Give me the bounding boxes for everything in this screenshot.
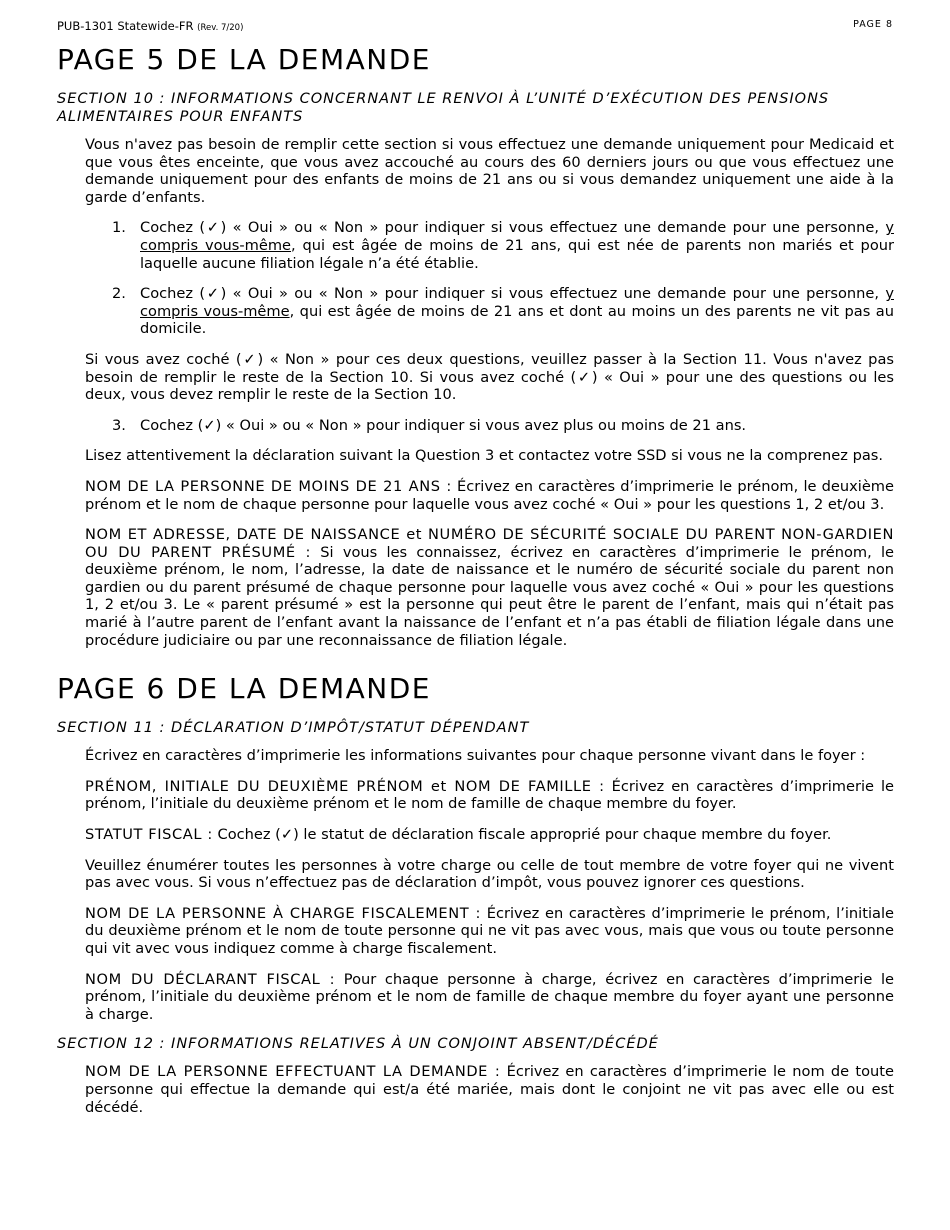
section10-title: SECTION 10 : INFORMATIONS CONCERNANT LE RENVOI À L’UNITÉ D’EXÉCUTION DES PENSIONS ALIMENTAIRES POUR ENFANTS xyxy=(57,91,830,125)
page-header xyxy=(57,19,893,35)
section11-title: SECTION 11 : DÉCLARATION D’IMPÔT/STATUT DÉPENDANT xyxy=(57,720,530,737)
dependent-text: Écrivez en caractères d’imprimerie le prénom, l’initiale du deuxième prénom et le nom de toute personne qui ne vit pas avec vous, mais que vous ou toute personne qui vit avec vous indiquez comme à charge fiscalement. xyxy=(85,904,894,957)
item3-text: Cochez (✓) « Oui » ou « Non » pour indiquer si vous avez plus ou moins de 21 ans. xyxy=(140,416,747,434)
page5-title: PAGE 5 DE LA DEMANDE xyxy=(57,43,431,76)
parent-paragraph xyxy=(85,526,894,649)
item2-underlined: y compris vous-même xyxy=(140,285,894,320)
name-paragraph xyxy=(85,778,894,813)
list-number: 2. xyxy=(112,285,126,303)
under21-text: Écrivez en caractères d’imprimerie le prénom, le deuxième prénom et le nom de chaque personne pour laquelle vous avez coché « Oui » pour les questions 1, 2 et/ou 3. xyxy=(85,477,895,513)
name-label: PRÉNOM, INITIALE DU DEUXIÈME PRÉNOM et NOM DE FAMILLE : xyxy=(85,777,605,795)
tax-filer-text: Pour chaque personne à charge, écrivez en caractères d’imprimerie le prénom, l’initiale du deuxième prénom et le nom de famille de chaque membre du foyer ayant une personne à charge. xyxy=(85,970,894,1023)
item1-text-b: , qui est âgée de moins de 21 ans, qui est née de parents non mariés et pour laquelle aucune filiation légale n’a été établie. xyxy=(140,236,894,272)
page6-title: PAGE 6 DE LA DEMANDE xyxy=(57,672,431,706)
item1-text-a: Cochez (✓) « Oui » ou « Non » pour indiquer si vous effectuez une demande pour une personne, xyxy=(140,219,886,237)
under21-label: NOM DE LA PERSONNE DE MOINS DE 21 ANS : xyxy=(85,477,452,495)
name-text: Écrivez en caractères d’imprimerie le prénom, l’initiale du deuxième prénom et le nom de famille de chaque membre du foyer. xyxy=(85,777,894,813)
parent-label: NOM ET ADRESSE, DATE DE NAISSANCE et NUMÉRO DE SÉCURITÉ SOCIALE DU PARENT NON-GARDIEN OU DU PARENT PRÉSUMÉ : xyxy=(85,526,894,561)
form-revision: (Rev. 7/20) xyxy=(197,23,244,33)
section10-intro: Vous n'avez pas besoin de remplir cette section si vous effectuez une demande uniquement pour Medicaid et que vous êtes enceinte, que vous avez accouché au cours des 60 derniers jours ou que vous effectuez une demande uniquement pour des enfants de moins de 21 ans ou si vous demandez uniquement une aide à la garde d’enfants. xyxy=(85,136,894,206)
list-number: 1. xyxy=(112,219,126,237)
section10-list xyxy=(57,219,894,338)
tax-filer-paragraph xyxy=(85,971,894,1024)
tax-filer-label: NOM DU DÉCLARANT FISCAL : xyxy=(85,970,336,988)
section11-intro: Écrivez en caractères d’imprimerie les informations suivantes pour chaque personne vivant dans le foyer : xyxy=(85,747,866,765)
dependent-label: NOM DE LA PERSONNE À CHARGE FISCALEMENT : xyxy=(85,904,482,922)
read-statement-note: Lisez attentivement la déclaration suivant la Question 3 et contactez votre SSD si vous ne la comprenez pas. xyxy=(85,447,884,465)
list-item-3 xyxy=(112,416,894,435)
page-number: PAGE 8 xyxy=(853,19,893,30)
form-id xyxy=(57,19,243,33)
list-item-1 xyxy=(112,219,894,272)
section12-title: SECTION 12 : INFORMATIONS RELATIVES À UN CONJOINT ABSENT/DÉCÉDÉ xyxy=(57,1036,659,1053)
applicant-label: NOM DE LA PERSONNE EFFECTUANT LA DEMANDE : xyxy=(85,1063,501,1081)
list-item-2 xyxy=(112,285,894,338)
parent-text: Si vous les connaissez, écrivez en caractères d’imprimerie le prénom, le deuxième prénom, le nom, l’adresse, la date de naissance et le numéro de sécurité sociale du parent non gardien ou du parent présumé de chaque personne pour laquelle vous avez coché « Oui » pour les questions 1, 2 et/ou 3. Le « parent présumé » est la personne qui peut être le parent de l’enfant, mais qui n’était pas marié à l’autre parent de l’enfant avant la naissance de l’enfant et n’a pas établi de filiation légale dans une procédure judiciaire ou par une reconnaissance de filiation légale. xyxy=(85,543,894,649)
applicant-paragraph xyxy=(85,1063,894,1116)
tax-status-paragraph xyxy=(85,826,894,844)
list-number: 3. xyxy=(112,416,126,434)
tax-status-label: STATUT FISCAL : xyxy=(85,826,213,844)
under21-paragraph xyxy=(85,478,894,513)
item2-text-a: Cochez (✓) « Oui » ou « Non » pour indiquer si vous effectuez une demande pour une personne, xyxy=(140,285,886,303)
dependent-paragraph xyxy=(85,905,894,958)
list-dependents-paragraph: Veuillez énumérer toutes les personnes à votre charge ou celle de tout membre de votre foyer qui ne vivent pas avec vous. Si vous n’effectuez pas de déclaration d’impôt, vous pouvez ignorer ces questions. xyxy=(85,856,894,892)
document-content xyxy=(57,42,894,1116)
tax-status-text: Cochez (✓) le statut de déclaration fiscale approprié pour chaque membre du foyer. xyxy=(212,826,832,844)
applicant-text: Écrivez en caractères d’imprimerie le nom de toute personne qui effectue la demande qui est/a été mariée, mais dont le conjoint ne vit pas avec elle ou est décédé. xyxy=(85,1063,894,1116)
skip-instructions: Si vous avez coché (✓) « Non » pour ces deux questions, veuillez passer à la Section 11. Vous n'avez pas besoin de remplir le reste de la Section 10. Si vous avez coché (✓) « Oui » pour une des questions ou les deux, vous devez remplir le reste de la Section 10. xyxy=(85,350,894,404)
form-id-text: PUB-1301 Statewide-FR xyxy=(57,19,194,33)
item1-underlined: y compris vous-même xyxy=(140,219,894,254)
item2-text-b: , qui est âgée de moins de 21 ans et dont au moins un des parents ne vit pas au domicile. xyxy=(140,302,894,338)
section10-list-continued xyxy=(57,417,894,435)
